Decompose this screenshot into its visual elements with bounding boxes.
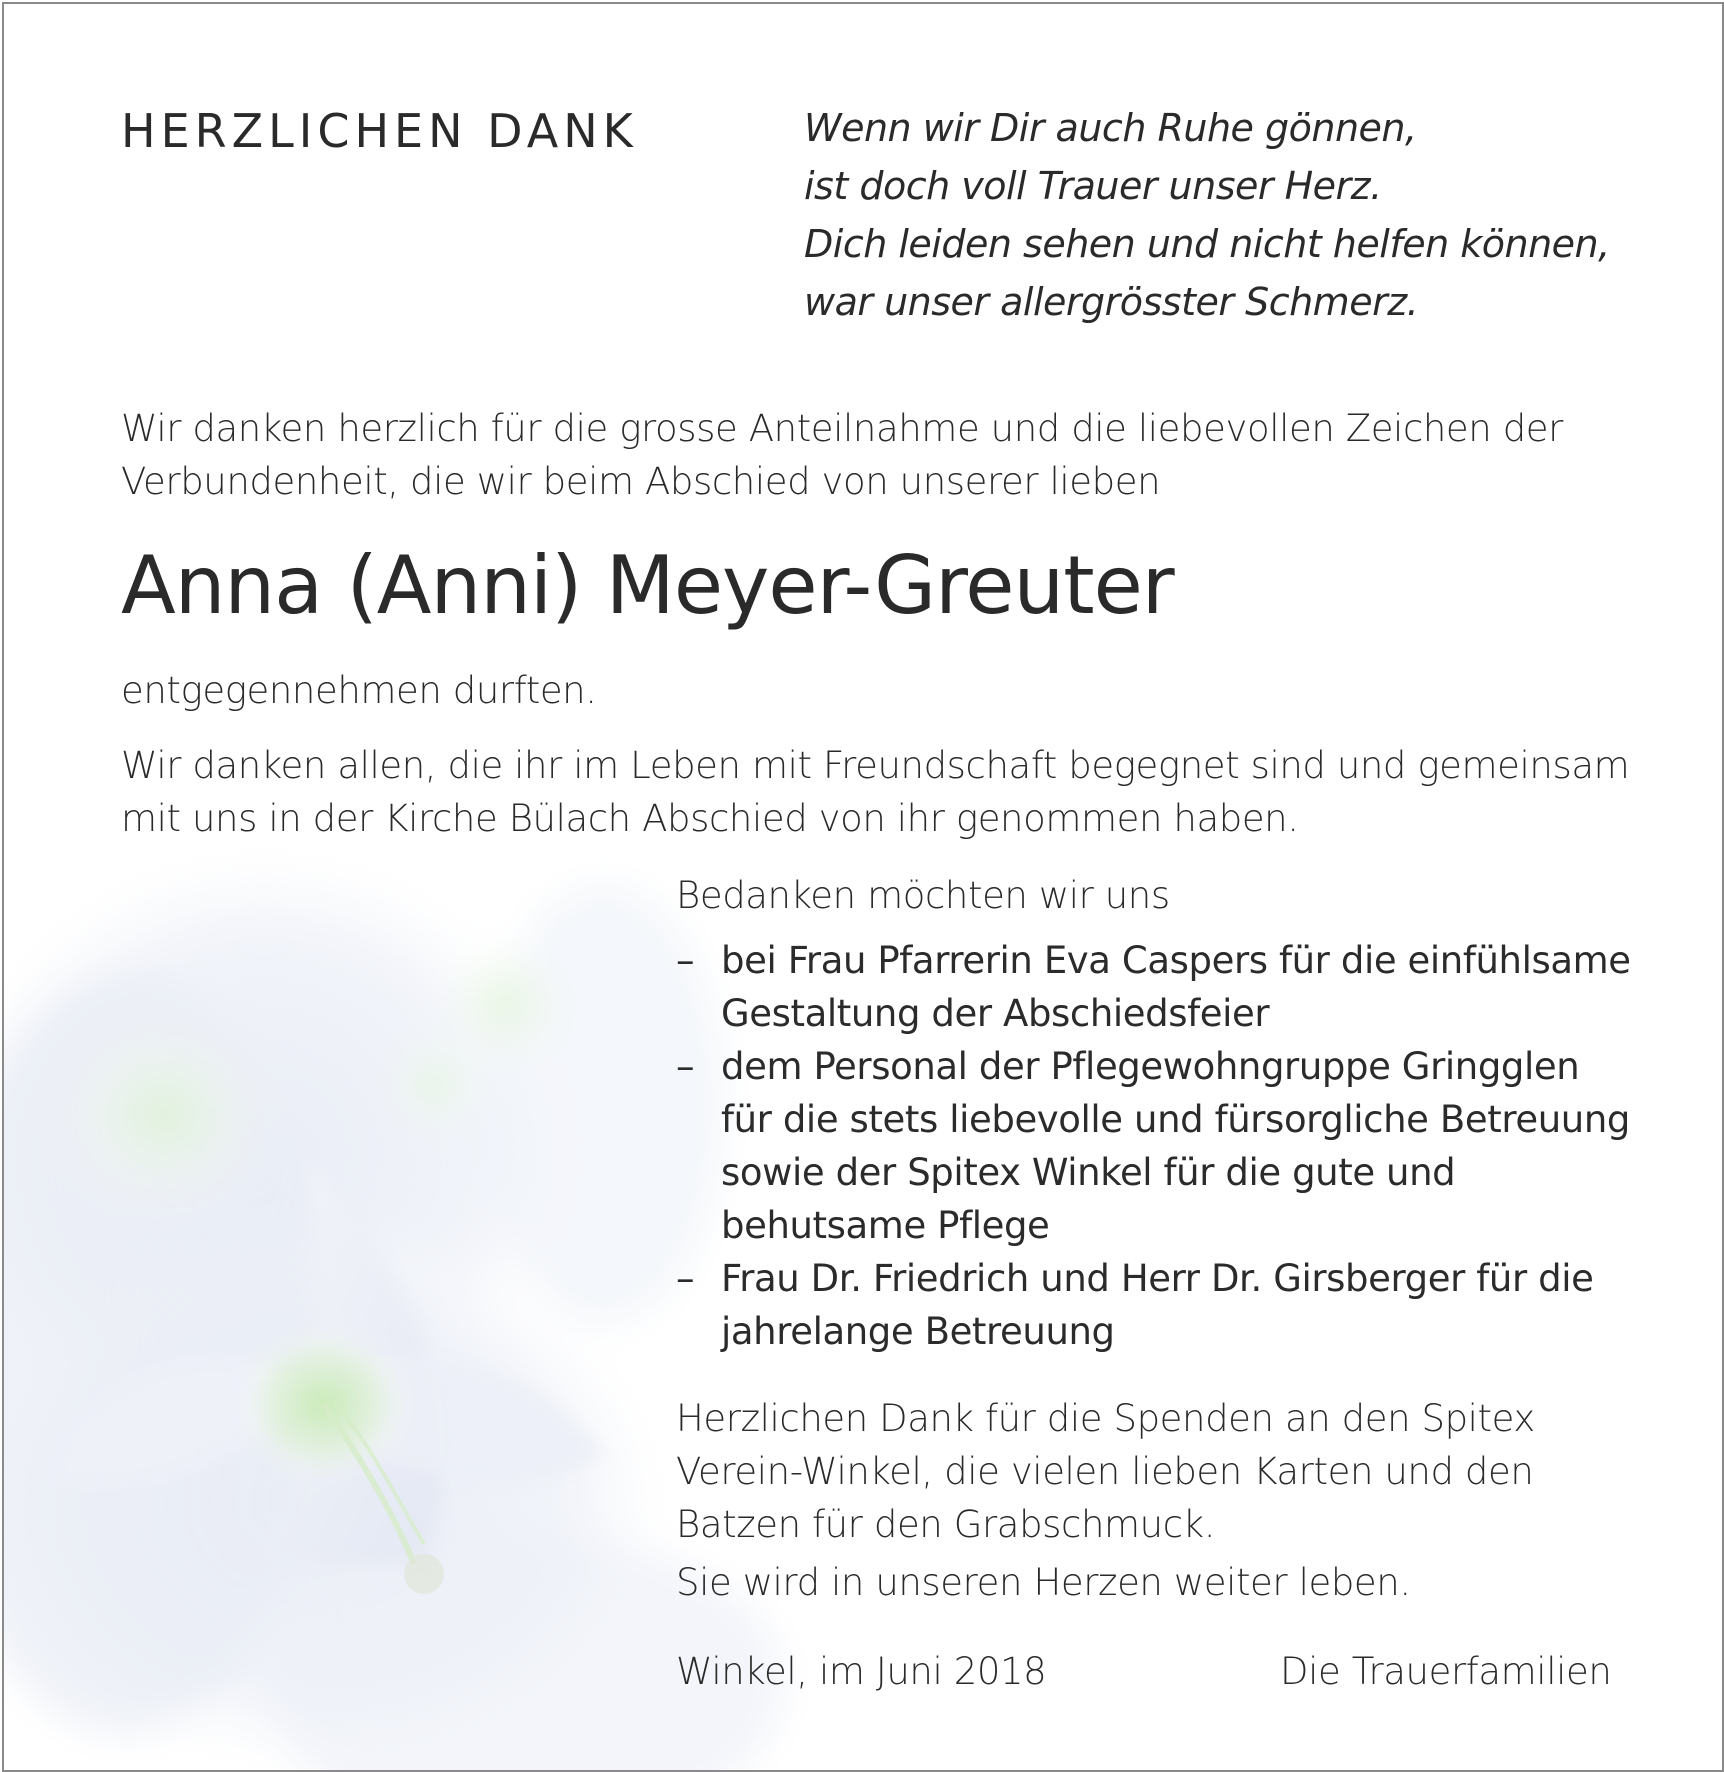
intro-paragraph [121, 402, 1563, 508]
thanks-all-line: mit uns in der Kirche Bülach Abschied von ihr genommen haben. [121, 797, 1299, 840]
dash-bullet: – [676, 1045, 695, 1088]
thanks-all-paragraph [121, 739, 1629, 845]
thanks-list [676, 934, 1631, 1358]
place-date: Winkel, im Juni 2018 [676, 1650, 1047, 1693]
list-item-line: behutsame Pflege [721, 1204, 1050, 1247]
poem-line: Wenn wir Dir auch Ruhe gönnen, [804, 106, 1417, 150]
poem-line: ist doch voll Trauer unser Herz. [804, 164, 1382, 208]
poem-line: Dich leiden sehen und nicht helfen können, [804, 222, 1610, 266]
list-item-line: bei Frau Pfarrerin Eva Caspers für die einfühlsame [721, 939, 1631, 982]
donations-paragraph [676, 1392, 1535, 1551]
after-name-text: entgegennehmen durften. [121, 669, 597, 712]
obituary-notice [2, 2, 1724, 1772]
thanks-all-line: Wir danken allen, die ihr im Leben mit Freundschaft begegnet sind und gemeinsam [121, 744, 1630, 787]
poem-line: war unser allergrösster Schmerz. [804, 280, 1419, 324]
dash-bullet: – [676, 1257, 695, 1300]
signature: Die Trauerfamilien [1280, 1650, 1612, 1693]
list-item-line: dem Personal der Pflegewohngruppe Gringglen [721, 1045, 1580, 1088]
poem [804, 99, 1610, 331]
list-item-line: Frau Dr. Friedrich und Herr Dr. Girsberger für die [721, 1257, 1594, 1300]
list-item-line: Gestaltung der Abschiedsfeier [721, 992, 1270, 1035]
dash-bullet: – [676, 939, 695, 982]
list-item [676, 934, 1631, 1040]
heading: HERZLICHEN DANK [121, 104, 638, 158]
donations-line: Verein-Winkel, die vielen lieben Karten und den [676, 1450, 1534, 1493]
list-item [676, 1252, 1631, 1358]
list-item [676, 1040, 1631, 1252]
closing-line: Sie wird in unseren Herzen weiter leben. [676, 1561, 1411, 1604]
donations-line: Batzen für den Grabschmuck. [676, 1503, 1216, 1546]
list-item-line: jahrelange Betreuung [721, 1310, 1115, 1353]
deceased-name: Anna (Anni) Meyer-Greuter [121, 539, 1174, 632]
intro-line: Verbundenheit, die wir beim Abschied von unserer lieben [121, 460, 1161, 503]
donations-line: Herzlichen Dank für die Spenden an den Spitex [676, 1397, 1535, 1440]
list-item-line: für die stets liebevolle und fürsorgliche Betreuung [721, 1098, 1630, 1141]
thanks-lead: Bedanken möchten wir uns [676, 874, 1170, 917]
list-item-line: sowie der Spitex Winkel für die gute und [721, 1151, 1456, 1194]
intro-line: Wir danken herzlich für die grosse Anteilnahme und die liebevollen Zeichen der [121, 407, 1563, 450]
